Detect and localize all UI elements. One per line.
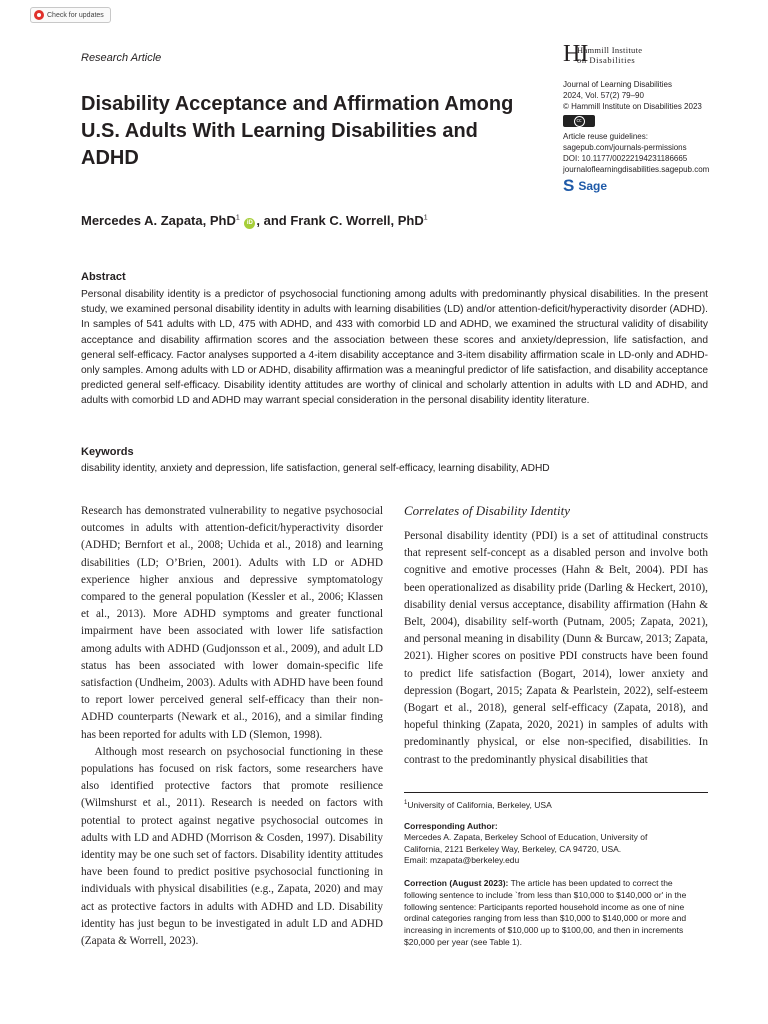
- update-icon: [34, 10, 44, 20]
- corresponding-line-1: Mercedes A. Zapata, Berkeley School of Education, University of: [404, 832, 648, 842]
- section-heading: Correlates of Disability Identity: [404, 503, 570, 518]
- body-column-right: [404, 528, 708, 769]
- keywords-heading: Keywords: [81, 446, 134, 458]
- publisher-logo-line2: on Disabilities: [577, 55, 636, 65]
- article-type: Research Article: [81, 52, 162, 64]
- reuse-label: Article reuse guidelines:: [563, 132, 648, 141]
- publisher-logo: [563, 42, 688, 68]
- body-paragraph-1: Research has demonstrated vulnerability to negative psychosocial outcomes in adults with attention-deficit/hyperactivity disorder (ADHD; Bernfort et al., 2008; Uchida et al., 2018) and learning disabilities (LD; O’Brien, 2001). Adults with LD or ADHD experience higher anxious and depressive symptomatology compared to the general population (Kessler et al., 2006; Klassen et al., 2013). More ADHD symptoms and greater functional impairment have been associated with lower life satisfaction among adults with ADHD (Gudjonsson et al., 2009), and adult LD status has been associated with lower domain-specific life satisfaction (Undheim, 2003). Adults with ADHD have been found to report lower perceived general self-efficacy than their non-ADHD counterparts (Newark et al., 2016), and a similar finding has been reported for adults with LD (Slemon, 1998).: [81, 505, 383, 741]
- body-paragraph-3: Personal disability identity (PDI) is a set of attitudinal constructs that represent self-concept as a disabled person and involve both cognitive and emotive processes (Hahn & Belt, 2004). PDI has been operationalized as disability pride (Darling & Heckert, 2010), disability denial versus acceptance, disability affirmation (Hahn & Belt, 2004), disability self-worth (Putnam, 2005; Zapata, 2021), and personal meaning in disability (Dunn & Burcaw, 2013; Zapata, 2021). Higher scores on positive PDI constructs have been found to predict life satisfaction (Bogart, 2014), lower anxiety and depression (Bogart, 2015; Zapata & Pearlstein, 2022), self-esteem (Bogart et al., 2018), general self-efficacy (Zapata, 2018), and hopeful thinking (Zapata, 2020, 2021) in samples of adults with predominantly physical, or else non-specified, disabilities. In contrast to the predominantly physical disabilities that: [404, 530, 708, 766]
- correction-text: The article has been updated to correct the following sentence to include `from less than $10,000 to $140,000 or' in the following sentence: Participants reported household income as one of nine ordinal categories ranging from less than $10,000 to $140,000 or more and increasing in increments of $10,000 up to $100,00, and then in increments $20,000 per year (see Table 1).: [404, 878, 687, 947]
- corresponding-email[interactable]: Email: mzapata@berkeley.edu: [404, 855, 520, 865]
- orcid-icon[interactable]: iD: [244, 218, 255, 229]
- journal-url[interactable]: journaloflearningdisabilities.sagepub.com: [563, 165, 710, 174]
- author-line: [81, 213, 428, 229]
- sage-label: Sage: [578, 179, 608, 193]
- article-title: Disability Acceptance and Affirmation Among U.S. Adults With Learning Disabilities and ADHD: [81, 93, 514, 169]
- journal-volume: 2024, Vol. 57(2) 79–90: [563, 91, 644, 100]
- journal-copyright: © Hammill Institute on Disabilities 2023: [563, 102, 702, 111]
- publisher-logo-mark: HI: [563, 41, 589, 67]
- body-column-left: [81, 503, 383, 950]
- author-2: Frank C. Worrell, PhD: [290, 213, 424, 228]
- keywords-text: disability identity, anxiety and depression, life satisfaction, general self-efficacy, learning disability, ADHD: [81, 463, 550, 474]
- sage-logo: [563, 176, 608, 195]
- sage-s-icon: S: [563, 176, 575, 195]
- affiliation: [404, 798, 552, 811]
- affiliation-text: University of California, Berkeley, USA: [407, 799, 552, 810]
- author-1-affil: 1: [235, 214, 240, 222]
- journal-name: Journal of Learning Disabilities: [563, 80, 672, 89]
- journal-info: [563, 79, 758, 112]
- footnote-divider: [404, 792, 708, 793]
- check-for-updates-label: Check for updates: [47, 11, 104, 19]
- correction-note: [404, 878, 708, 949]
- affiliation-sup: 1: [404, 800, 408, 806]
- corresponding-info: [404, 832, 708, 867]
- author-separator: , and: [256, 213, 291, 228]
- corresponding-line-2: California, 2121 Berkeley Way, Berkeley, CA 94720, USA.: [404, 843, 622, 854]
- abstract-text: Personal disability identity is a predictor of psychosocial functioning among adults with predominantly physical disabilities. In the present study, we examined personal disability identity in adults with learning disabilities (LD) and/or attention-deficit/hyperactivity disorder (ADHD). In samples of 541 adults with LD, 475 with ADHD, and 433 with comorbid LD and ADHD, we examined the structural validity of disability acceptance and disability affirmation scores and the association between these scores and anxiety/depression, life satisfaction, and general self-efficacy. Factor analyses supported a 4-item disability acceptance and 3-item disability affirmation scale in LD-only and ADHD-only samples. Among adults with LD or ADHD, disability affirmation was a meaningful predictor of life satisfaction, and disability acceptance predicted general self-efficacy. Disability identity attitudes are worthy of clinical and scholarly attention in adults with LD and ADHD, and adults with comorbid LD and ADHD may warrant special consideration in the personal disability identity literature.: [81, 289, 708, 407]
- correction-label: Correction (August 2023):: [404, 878, 509, 888]
- permissions-link[interactable]: sagepub.com/journals-permissions: [563, 143, 687, 152]
- publisher-logo-line1: Hammill Institute: [577, 45, 643, 55]
- check-for-updates-badge[interactable]: [30, 7, 111, 23]
- abstract-heading: Abstract: [81, 271, 126, 283]
- corresponding-heading: Corresponding Author:: [404, 821, 498, 831]
- creative-commons-icon: cc: [563, 115, 595, 127]
- reuse-info: [563, 131, 758, 175]
- author-1: Mercedes A. Zapata, PhD: [81, 213, 236, 228]
- author-2-affil: 1: [423, 214, 428, 222]
- body-paragraph-2: Although most research on psychosocial functioning in these populations has focused on risk factors, some researchers have also identified protective factors that promote resilience (Wilmshurst et al., 2011). Research is needed on factors with potential to protect against negative psychosocial outcomes in adults with LD and ADHD (Morrison & Cosden, 1997). Disability identity may be one such set of factors. Disability identity attitudes have been found to predict positive psychosocial functioning in individuals with physical disabilities (e.g., Zapata, 2020) and may act as protective factors in adults with ADHD and LD. Disability identity has just begun to be investigated in adult LD and ADHD (Zapata & Worrell, 2023).: [81, 745, 383, 948]
- doi[interactable]: DOI: 10.1177/00222194231186665: [563, 154, 688, 163]
